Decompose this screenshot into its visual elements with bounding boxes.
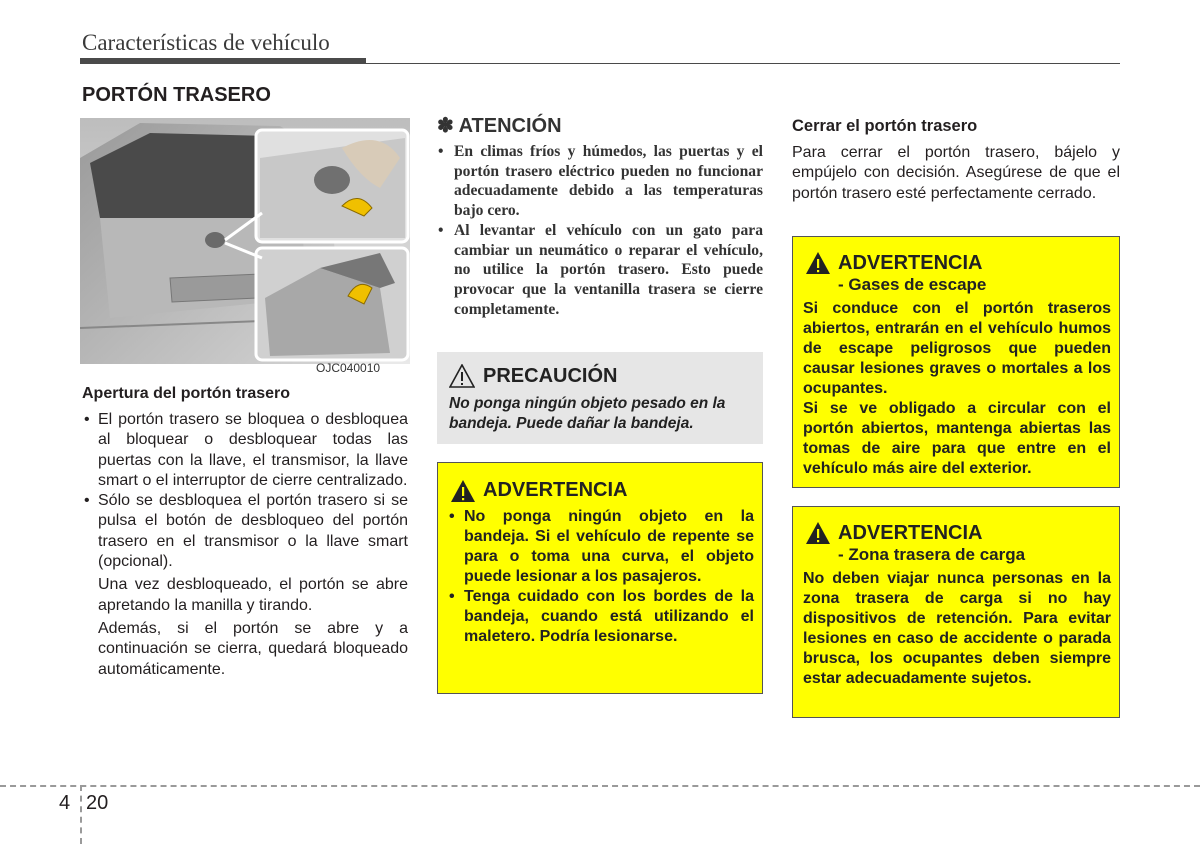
section-title: PORTÓN TRASERO bbox=[82, 84, 271, 106]
warning-title: ADVERTENCIA bbox=[838, 522, 983, 544]
attention-list bbox=[437, 142, 763, 319]
list-item: • Al levantar el vehículo con un gato para cambiar un neumático o reparar el vehículo, no utilice la portón trasero. Esto puede provocar que la ventanilla trasera se cierre completamente. bbox=[437, 221, 763, 320]
warning-box-tray bbox=[437, 462, 763, 694]
page-number: 20 bbox=[86, 792, 109, 814]
list-item: • Tenga cuidado con los bordes de la bandeja, cuando está utilizando el maletero. Podría lesionarse. bbox=[448, 587, 754, 647]
warning-box-exhaust bbox=[792, 236, 1120, 488]
closing-subtitle: Cerrar el portón trasero bbox=[792, 117, 978, 135]
tailgate-illustration bbox=[80, 118, 410, 364]
warning-title: ADVERTENCIA bbox=[483, 479, 628, 501]
list-item: • Sólo se desbloquea el portón trasero si se pulsa el botón de desbloqueo del portón trasero en el transmisor o la llave smart (opcional). bbox=[82, 491, 408, 572]
warning-text: No deben viajar nunca personas en la zona trasera de carga si no hay dispositivos de retención. Para evitar lesiones en caso de accidente o parada brusca, los ocupantes deben siempre estar adecuadamente sujetos. bbox=[803, 570, 1111, 687]
paragraph: Si se ve obligado a circular con el portón abiertos, mantenga abiertas las tomas de aire para que entre en el vehículo más aire del exterior. bbox=[803, 400, 1111, 477]
header-rule bbox=[366, 63, 1120, 64]
warning-text bbox=[803, 299, 1111, 479]
page-header-title: Características de vehículo bbox=[82, 30, 330, 55]
header-bar bbox=[80, 58, 366, 64]
warning-box-cargo bbox=[792, 506, 1120, 718]
list-item: • En climas fríos y húmedos, las puertas y el portón trasero eléctrico pueden no funcionar adecuadamente debido a las temperaturas bajo cero. bbox=[437, 142, 763, 221]
caution-box bbox=[437, 352, 763, 444]
warning-triangle-icon bbox=[450, 479, 476, 503]
footer-divider bbox=[80, 785, 82, 844]
warning-triangle-icon bbox=[805, 521, 831, 545]
caution-title: PRECAUCIÓN bbox=[483, 365, 618, 387]
list-item: • No ponga ningún objeto en la bandeja. Si el vehículo de repente se para o toma una curva, el objeto puede lesionar a los pasajeros. bbox=[448, 507, 754, 587]
figure-code: OJC040010 bbox=[316, 361, 381, 375]
paragraph: Una vez desbloqueado, el portón se abre apretando la manilla y tirando. bbox=[98, 576, 408, 614]
opening-subtitle: Apertura del portón trasero bbox=[82, 385, 291, 402]
chapter-number: 4 bbox=[59, 792, 71, 814]
opening-body bbox=[82, 410, 408, 680]
paragraph: Si conduce con el portón traseros abiertos, entrarán en el vehículo humos de escape peligrosos que pueden causar lesiones graves o mortales a los ocupantes. bbox=[803, 300, 1111, 397]
paragraph: Además, si el portón se abre y a continuación se cierra, quedará bloqueado automáticamente. bbox=[98, 619, 408, 678]
warning-subtitle: - Zona trasera de carga bbox=[838, 545, 1026, 564]
list-item: • El portón trasero se bloquea o desbloquea al bloquear o desbloquear todas las puertas con la llave, el transmisor, la llave smart o el interruptor de cierre centralizado. bbox=[82, 410, 408, 491]
warning-subtitle: - Gases de escape bbox=[838, 275, 987, 294]
attention-title: ✽ ATENCIÓN bbox=[437, 115, 562, 137]
warning-title: ADVERTENCIA bbox=[838, 252, 983, 274]
warning-triangle-icon bbox=[805, 251, 831, 275]
warning-list bbox=[448, 507, 754, 647]
closing-text: Para cerrar el portón trasero, bájelo y empújelo con decisión. Asegúrese de que el portón trasero esté perfectamente cerrado. bbox=[792, 144, 1120, 202]
caution-text: No ponga ningún objeto pesado en la bandeja. Puede dañar la bandeja. bbox=[449, 395, 726, 432]
footer-rule bbox=[0, 785, 1200, 787]
